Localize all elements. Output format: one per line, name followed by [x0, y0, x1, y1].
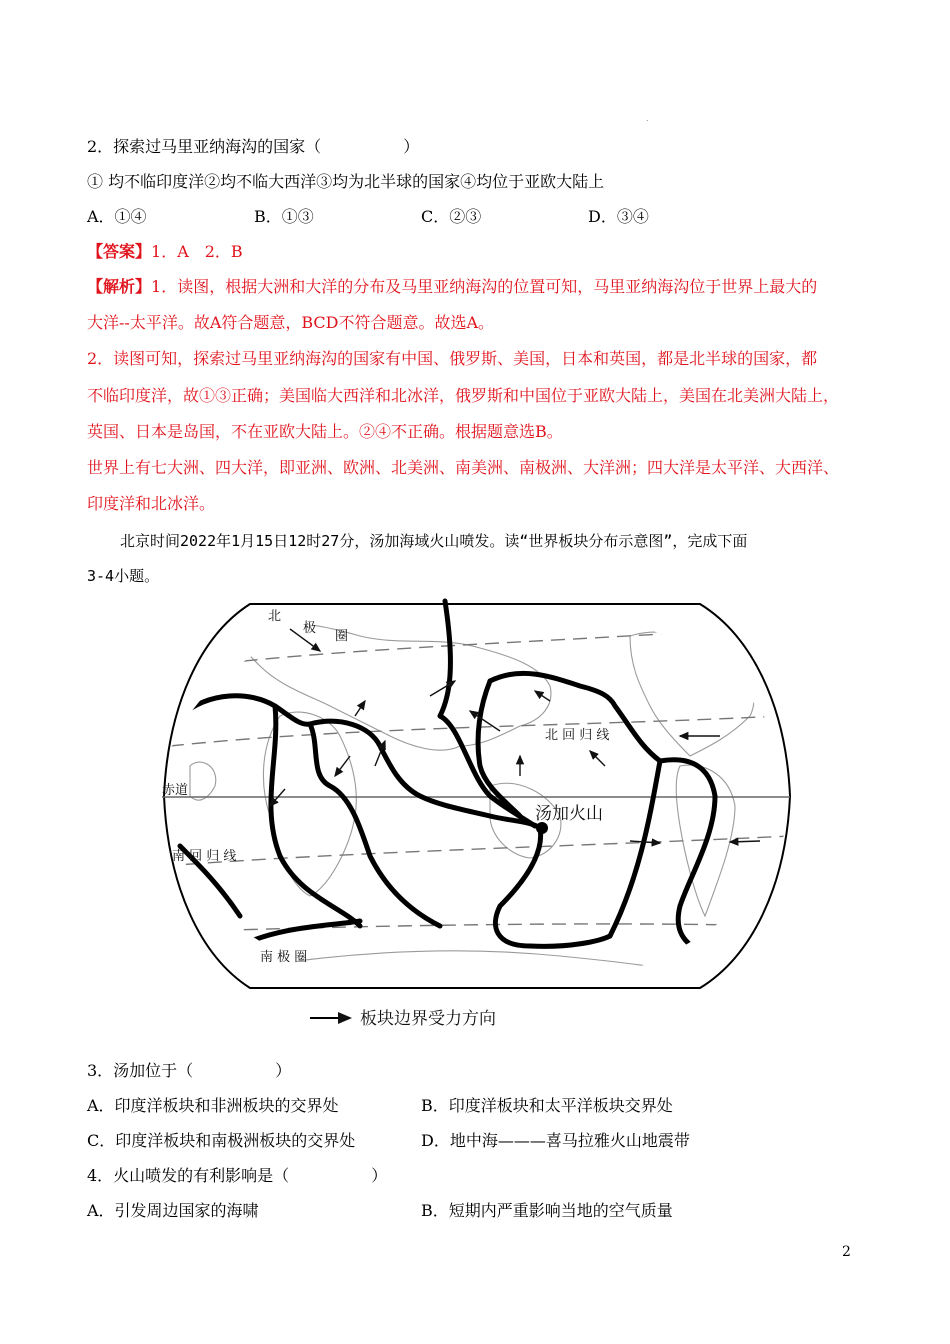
- scan-dot: .: [646, 114, 649, 123]
- world-plate-map: [160, 596, 792, 1036]
- label-north-polar-b: 极: [303, 621, 317, 636]
- q3-option-b[interactable]: B．印度洋板块和太平洋板块交界处: [421, 1096, 673, 1115]
- label-tropic-capricorn: 南 回 归 线: [172, 849, 237, 864]
- q2-option-d[interactable]: D．③④: [588, 207, 649, 226]
- q4-stem: 4．火山喷发的有利影响是（ ）: [87, 1166, 388, 1185]
- answer-tag: 【答案】: [87, 242, 152, 261]
- label-south-polar: 南 极 圈: [260, 950, 308, 965]
- page-number: 2: [842, 1244, 851, 1260]
- analysis-line-7: 印度洋和北冰洋。: [87, 494, 216, 513]
- intro-line-2: 3-4小题。: [87, 567, 160, 585]
- q4-option-a[interactable]: A．引发周边国家的海啸: [87, 1201, 259, 1220]
- label-tonga: 汤加火山: [535, 804, 603, 824]
- label-tropic-cancer: 北 回 归 线: [545, 728, 610, 743]
- q2-statements: ① 均不临印度洋②均不临大西洋③均为北半球的国家④均位于亚欧大陆上: [87, 172, 605, 191]
- answer-line: [87, 242, 243, 262]
- q2-option-b[interactable]: B．①③: [254, 207, 314, 226]
- map-outline: [164, 604, 790, 988]
- analysis-line-1: 【解析】1．读图，根据大洲和大洋的分布及马里亚纳海沟的位置可知，马里亚纳海沟位于世界上最大的: [87, 277, 818, 296]
- q3-option-d[interactable]: D．地中海———喜马拉雅火山地震带: [421, 1131, 690, 1150]
- q4-option-b[interactable]: B．短期内严重影响当地的空气质量: [421, 1201, 673, 1220]
- label-north-polar-c: 圈: [335, 629, 349, 644]
- analysis-tag: 【解析】: [87, 277, 152, 296]
- q3-stem: 3．汤加位于（ ）: [87, 1061, 292, 1080]
- answer-text: 1．A 2．B: [151, 242, 243, 261]
- label-equator: 赤道: [162, 783, 189, 798]
- intro-line-1: 北京时间2022年1月15日12时27分，汤加海域火山喷发。读“世界板块分布示意图”，完成下面: [120, 532, 748, 550]
- label-north-polar-a: 北: [268, 609, 282, 624]
- analysis-line-3: 2．读图可知，探索过马里亚纳海沟的国家有中国、俄罗斯、美国，日本和英国，都是北半球的国家，都: [87, 349, 818, 368]
- q3-option-c[interactable]: C．印度洋板块和南极洲板块的交界处: [87, 1131, 356, 1150]
- analysis-line-5: 英国、日本是岛国，不在亚欧大陆上。②④不正确。根据题意选B。: [87, 422, 563, 441]
- analysis-line-4: 不临印度洋，故①③正确；美国临大西洋和北冰洋，俄罗斯和中国位于亚欧大陆上，美国在北美洲大陆上，: [87, 386, 840, 405]
- analysis-line-6: 世界上有七大洲、四大洋，即亚洲、欧洲、北美洲、南美洲、南极洲、大洋洲；四大洋是太平洋、大西洋、: [87, 458, 840, 477]
- analysis-line-2: 大洋--太平洋。故A符合题意，BCD不符合题意。故选A。: [87, 313, 495, 332]
- legend-label: 板块边界受力方向: [360, 1009, 496, 1029]
- q2-option-c[interactable]: C．②③: [421, 207, 482, 226]
- q2-stem: 2．探索过马里亚纳海沟的国家（ ）: [87, 137, 420, 156]
- plate-map-svg: [160, 596, 792, 1036]
- q3-option-a[interactable]: A．印度洋板块和非洲板块的交界处: [87, 1096, 339, 1115]
- q2-option-a[interactable]: A．①④: [87, 207, 147, 226]
